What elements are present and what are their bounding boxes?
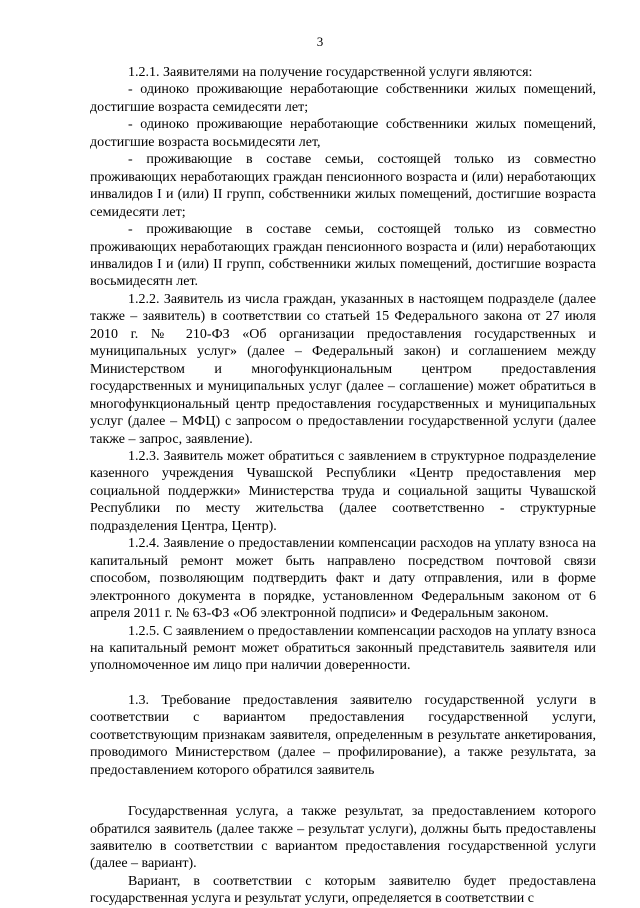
paragraph-service-result: Государственная услуга, а также результат, за предоставлением которого обратился заявитель (далее также – результат услуги), должны быть предоставлены заявителю в соответствии с вариантом предоставления государственной услуги (далее – вариант). [90,804,596,872]
list-item-family-80: - проживающие в составе семьи, состоящей только из совместно проживающих неработающих граждан пенсионного возраста и (или) неработающих инвалидов I и (или) II групп, собственники жилых помещений, достигшие возраста восьмидесятн лет. [90,222,596,290]
paragraph-variant: Вариант, в соответствии с которым заявителю будет предоставлена государственная услуга и результат услуги, определяется в соответствии с [90,873,596,907]
list-item-applicant-70: - одиноко проживающие неработающие собственники жилых помещений, достигшие возраста семидесяти лет; [90,82,596,115]
page-number: 3 [316,34,324,49]
paragraph-1-2-5: 1.2.5. С заявлением о предоставлении компенсации расходов на уплату взноса на капитальный ремонт может обратиться законный представитель заявителя или уполномоченное им лицо при наличии доверенности. [90,623,596,674]
paragraph-1-2-4: 1.2.4. Заявление о предоставлении компенсации расходов на уплату взноса на капитальный ремонт может быть направлено посредством почтовой связи способом, позволяющим подтвердить факт и дату отправления, или в форме электронного документа в порядке, установленном Федеральным законом от 6 апреля 2011 г. № 63-ФЗ «Об электронной подписи» и Федеральным законом. [90,536,596,622]
paragraph-1-2-2: 1.2.2. Заявитель из числа граждан, указанных в настоящем подразделе (далее также – заявитель) в соответствии со статьей 15 Федерального закона от 27 июля 2010 г. № 210-ФЗ «Об организации предоставления государственных и муниципальных услуг» (далее – Федеральный закон) и соглашением между Министерством и многофункциональным центром предоставления государственных и муниципальных услуг (далее – соглашение) может обратиться в многофункциональный центр предоставления государственных и муниципальных услуг (далее – МФЦ) с запросом о предоставлении государственной услуги (далее также – запрос, заявление). [90,291,596,447]
paragraph-1-2-1: 1.2.1. Заявителями на получение государственной услуги являются: [128,65,533,80]
list-item-applicant-80: - одиноко проживающие неработающие собственники жилых помещений, достигшие возраста восьмидесяти лет, [90,117,596,150]
paragraph-1-2-3: 1.2.3. Заявитель может обратиться с заявлением в структурное подразделение казенного учреждения Чувашской Республики «Центр предоставления мер социальной поддержки» Министерства труда и социальной защиты Чувашской Республики по месту жительства (далее соответственно - структурные подразделения Центра, Центр). [90,448,596,534]
section-1-3-heading: 1.3. Требование предоставления заявителю государственной услуги в соответствии с вариантом предоставления государственной услуги, соответствующим признакам заявителя, определенным в результате анкетирования, проводимого Министерством (далее – профилирование), а также результата, за предоставлением которого обратился заявитель [90,692,596,778]
document-body [90,64,596,908]
list-item-family-70: - проживающие в составе семьи, состоящей только из совместно проживающих неработающих граждан пенсионного возраста и (или) неработающих инвалидов I и (или) II групп, собственники жилых помещений, достигшие возраста семидесяти лет; [90,152,596,220]
